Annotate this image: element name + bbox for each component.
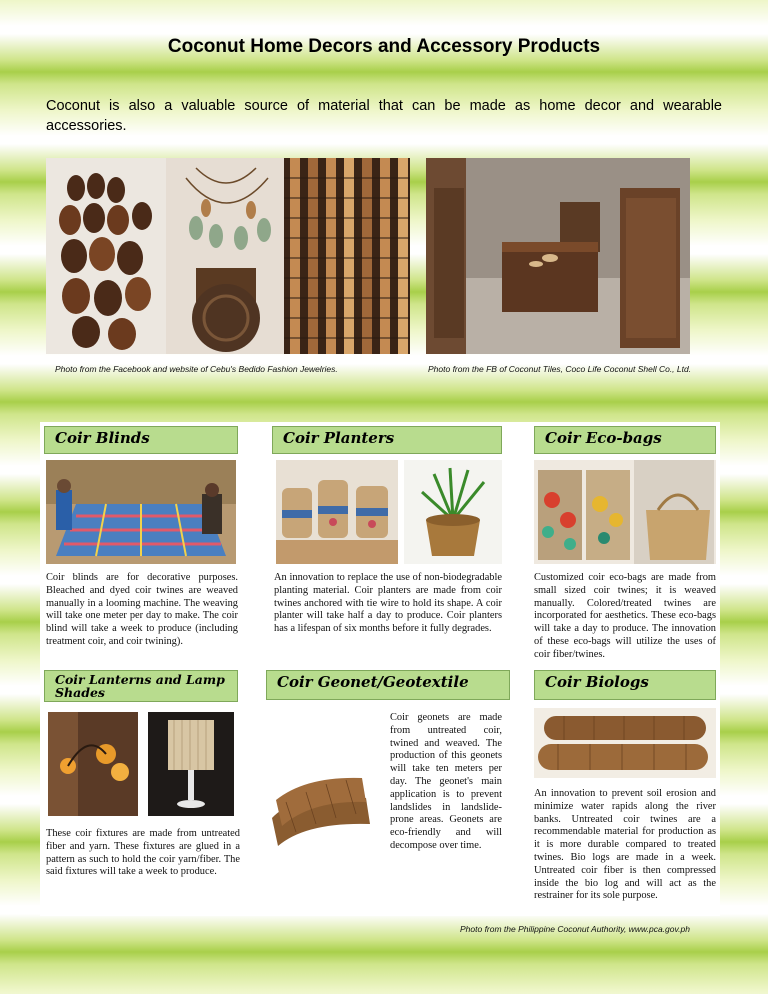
- coir-biologs-text: An innovation to prevent soil erosion and minimize water rapids along the river banks. Untreated coir twines are a recommendable material for production as it is more durable compared to treated twines. Bio logs are made in a week. Untreated coir fiber is then compressed inside the bio log and will act as the restrainer for its sole purpose.: [534, 788, 716, 902]
- coir-geonet-heading: Coir Geonet/Geotextile: [266, 670, 510, 700]
- coir-geonet-photo: [266, 762, 376, 858]
- coir-planters-heading: Coir Planters: [272, 426, 502, 454]
- coir-geonet-text: Coir geonets are made from untreated coir, twined and weaved. The production of this geonets will take ten meters per day. The geonet's main application is to prevent landslides in landslide-prone areas. Geonets are eco-friendly and will decompose over time.: [390, 712, 502, 851]
- coconut-tile-furniture-photo: [426, 158, 690, 354]
- caption-right: Photo from the FB of Coconut Tiles, Coco Life Coconut Shell Co., Ltd.: [428, 364, 692, 374]
- coir-planters-photo-1: [276, 460, 398, 564]
- coir-ecobags-heading: Coir Eco-bags: [534, 426, 716, 454]
- coir-biologs-heading: Coir Biologs: [534, 670, 716, 700]
- caption-bottom: Photo from the Philippine Coconut Authority, www.pca.gov.ph: [460, 924, 690, 934]
- coir-blinds-heading: Coir Blinds: [44, 426, 238, 454]
- page-title: Coconut Home Decors and Accessory Products: [167, 36, 601, 57]
- coir-biologs-photo: [534, 708, 716, 778]
- coir-lanterns-text: These coir fixtures are made from untreated fiber and yarn. These fixtures are glued in a pattern as such to hold the coir yarn/fiber. The said fixtures will take a week to produce.: [46, 828, 240, 878]
- coir-blinds-photo: [46, 460, 236, 564]
- coir-planters-text: An innovation to replace the use of non-biodegradable planting material. Coir planters are made from coir twines anchored with tie wire to hold its shape. A coir planter will take half a day to produce. Coir planters has a lifespan of six months before it fully degrades.: [274, 572, 502, 635]
- caption-left: Photo from the Facebook and website of Cebu's Bedido Fashion Jewelries.: [55, 364, 338, 374]
- coir-lanterns-photo-1: [48, 712, 138, 816]
- coir-blinds-text: Coir blinds are for decorative purposes. Bleached and dyed coir twines are weaved manually in a looming machine. The weaving will take one meter per day to make. The coir blind will take a week to produce (including treatment coir, and coir twining).: [46, 572, 238, 647]
- coir-products-panel: [40, 422, 720, 916]
- coir-ecobags-photo: [534, 460, 716, 564]
- coir-lanterns-heading: Coir Lanterns and Lamp Shades: [44, 670, 238, 702]
- coir-lanterns-photo-2: [148, 712, 234, 816]
- jewelry-photo: [46, 158, 410, 354]
- coir-planters-photo-2: [404, 460, 502, 564]
- coir-ecobags-text: Customized coir eco-bags are made from small sized coir twines; it is weaved manually. Colored/treated twines are incorporated for aesthetics. These eco-bags will take a day to produce. The innovation of these eco-bags will utilize the uses of coir fiber/twines.: [534, 572, 716, 660]
- intro-paragraph: Coconut is also a valuable source of material that can be made as home decor and wearable accessories.: [46, 98, 722, 134]
